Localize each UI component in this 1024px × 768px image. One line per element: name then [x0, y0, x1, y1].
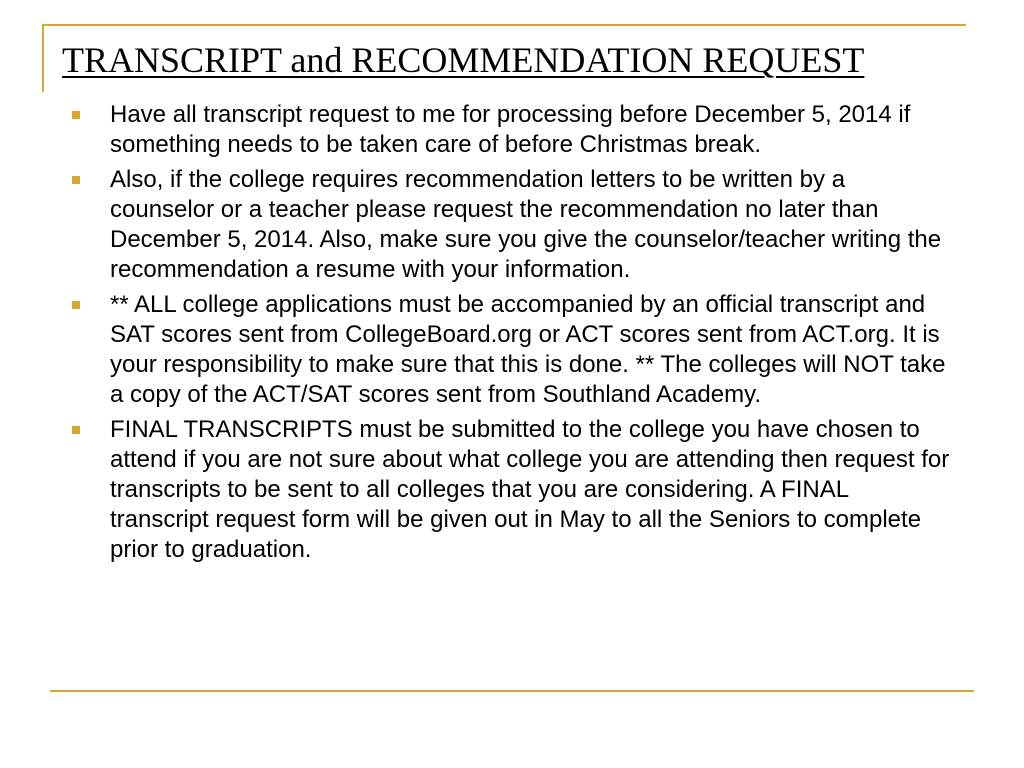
bullet-item: [72, 415, 952, 565]
frame-top-line: [42, 24, 966, 26]
bullet-item: [72, 100, 952, 160]
square-bullet-icon: [72, 111, 80, 119]
bullet-list: [72, 100, 952, 570]
frame-bottom-line: [50, 690, 974, 692]
bullet-text: FINAL TRANSCRIPTS must be submitted to the college you have chosen to attend if you are not sure about what college you are attending then request for transcripts to be sent to all colleges that you are considering. A FINAL transcript request form will be given out in May to all the Seniors to complete prior to graduation.: [110, 416, 950, 563]
square-bullet-icon: [72, 426, 80, 434]
bullet-text: Also, if the college requires recommendation letters to be written by a counselor or a teacher please request the recommendation no later than December 5, 2014. Also, make sure you give the counselor/teacher writing the recommendation a resume with your information.: [110, 166, 942, 283]
bullet-text: ** ALL college applications must be accompanied by an official transcript and SAT scores sent from CollegeBoard.org or ACT scores sent from ACT.org. It is your responsibility to make sure that this is done. ** The colleges will NOT take a copy of the ACT/SAT scores sent from Southland Academy.: [110, 291, 946, 408]
square-bullet-icon: [72, 176, 80, 184]
bullet-text: Have all transcript request to me for processing before December 5, 2014 if something needs to be taken care of before Christmas break.: [110, 101, 911, 158]
bullet-item: [72, 290, 952, 410]
square-bullet-icon: [72, 301, 80, 309]
bullet-item: [72, 165, 952, 285]
slide-title: TRANSCRIPT and RECOMMENDATION REQUEST: [62, 40, 865, 80]
frame-left-line: [42, 24, 44, 92]
